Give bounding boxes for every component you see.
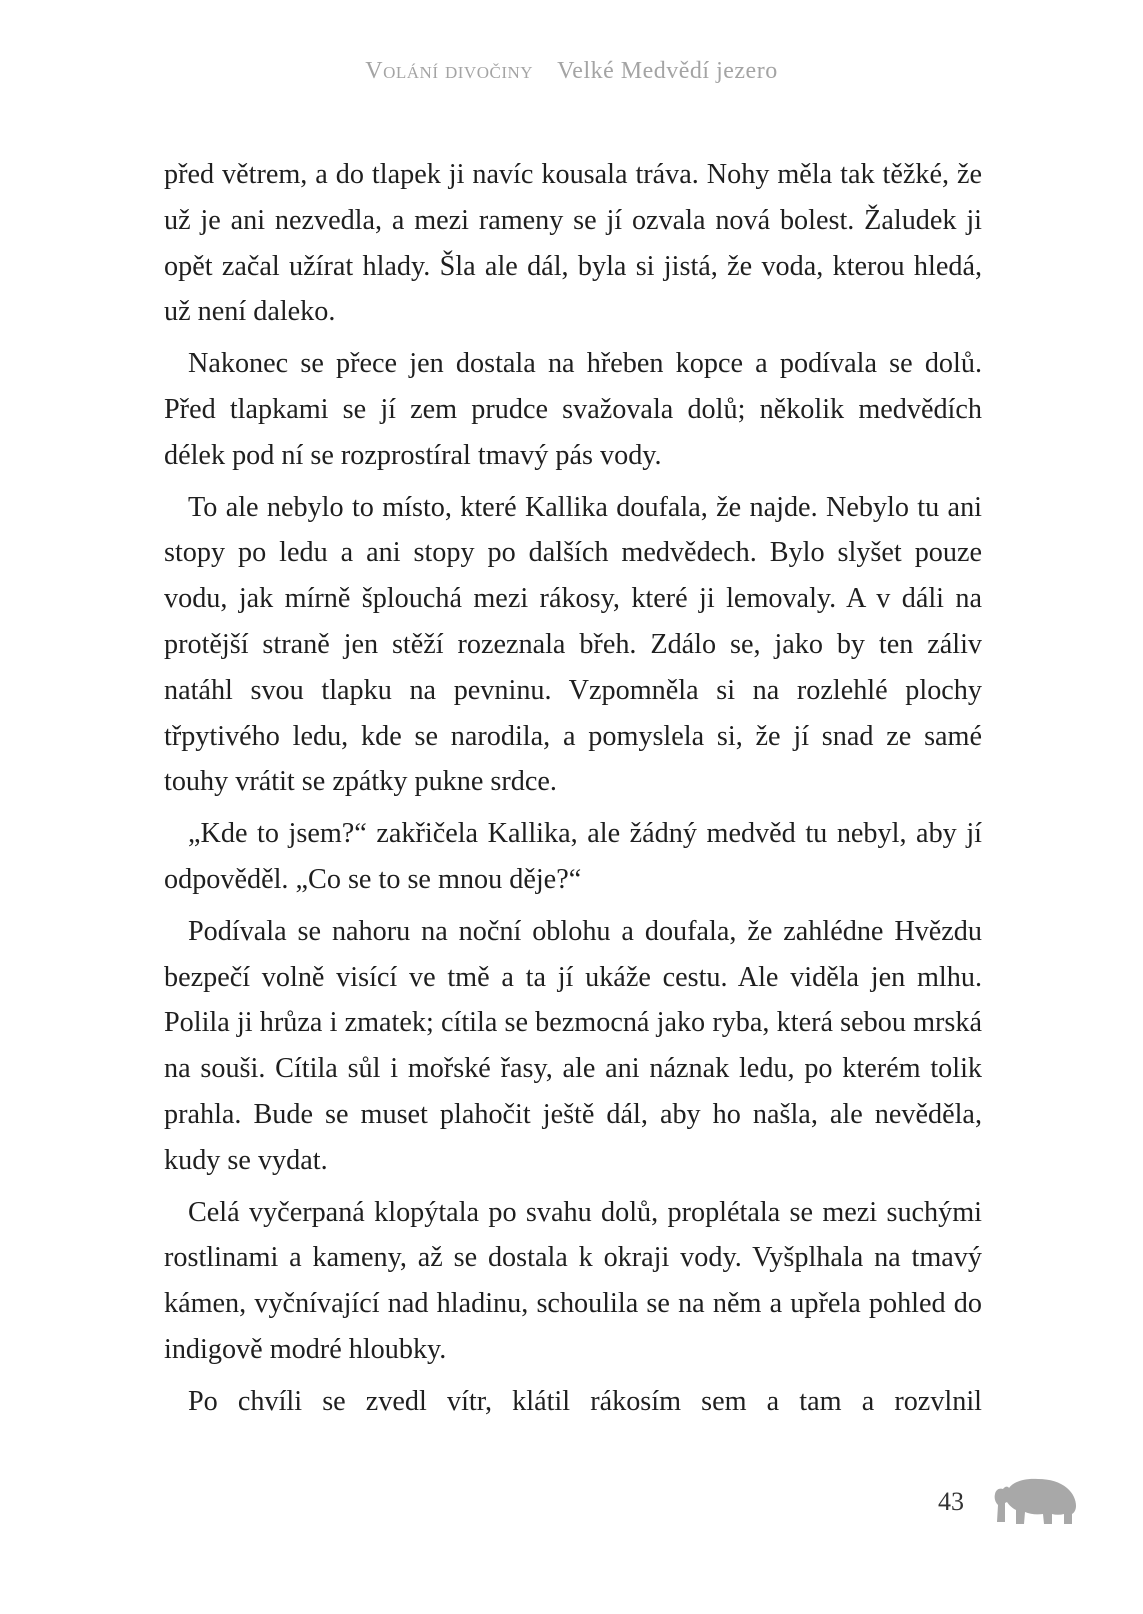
running-head [0,58,1143,85]
page-number: 43 [938,1487,964,1516]
body-text [164,152,982,1425]
paragraph-3: To ale nebylo to místo, které Kallika doufala, že najde. Nebylo tu ani stopy po ledu a ani stopy po dalších medvědech. Bylo slyšet pouze vodu, jak mírně šplouchá mezi rákosy, které ji lemovaly. A v dáli na protější straně jen stěží rozeznala břeh. Zdálo se, jako by ten záliv natáhl svou tlapku na pevninu. Vzpomněla si na rozlehlé plochy třpytivého ledu, kde se narodila, a pomyslela si, že jí snad ze samé touhy vrátit se zpátky pukne srdce. [164,491,982,798]
bear-icon [992,1472,1080,1528]
paragraph-2: Nakonec se přece jen dostala na hřeben kopce a podívala se dolů. Před tlapkami se jí zem prudce svažovala dolů; několik medvědích délek pod ní se rozprostíral tmavý pás vody. [164,348,982,471]
running-head-book-title: Volání divočiny [365,58,534,84]
paragraph-5: Podívala se nahoru na noční oblohu a doufala, že zahlédne Hvězdu bezpečí volně visící ve tmě a ta jí ukáže cestu. Ale viděla jen mlhu. Polila ji hrůza i zmatek; cítila se bezmocná jako ryba, která sebou mrská na souši. Cítila sůl i mořské řasy, ale ani náznak ledu, po kterém tolik prahla. Bude se muset plahočit ještě dál, aby ho našla, ale nevěděla, kudy se vydat. [164,915,982,1176]
bear-silhouette [995,1479,1076,1524]
paragraph-4: „Kde to jsem?“ zakřičela Kallika, ale žádný medvěd tu nebyl, aby jí odpověděl. „Co se to se mnou děje?“ [164,818,982,895]
paragraph-6: Celá vyčerpaná klopýtala po svahu dolů, proplétala se mezi suchými rostlinami a kameny, až se dostala k okraji vody. Vyšplhala na tmavý kámen, vyčnívající nad hladinu, schoulila se na něm a upřela pohled do indigově modré hloubky. [164,1196,982,1365]
running-head-chapter-title: Velké Medvědí jezero [557,58,778,84]
paragraph-7: Po chvíli se zvedl vítr, klátil rákosím sem a tam a rozvlnil [188,1385,982,1417]
paragraph-1: před větrem, a do tlapek ji navíc kousala tráva. Nohy měla tak těžké, že už je ani nezvedla, a mezi rameny se jí ozvala nová bolest. Žaludek ji opět začal užírat hlady. Šla ale dál, byla si jistá, že voda, kterou hledá, už není daleko. [164,159,982,328]
